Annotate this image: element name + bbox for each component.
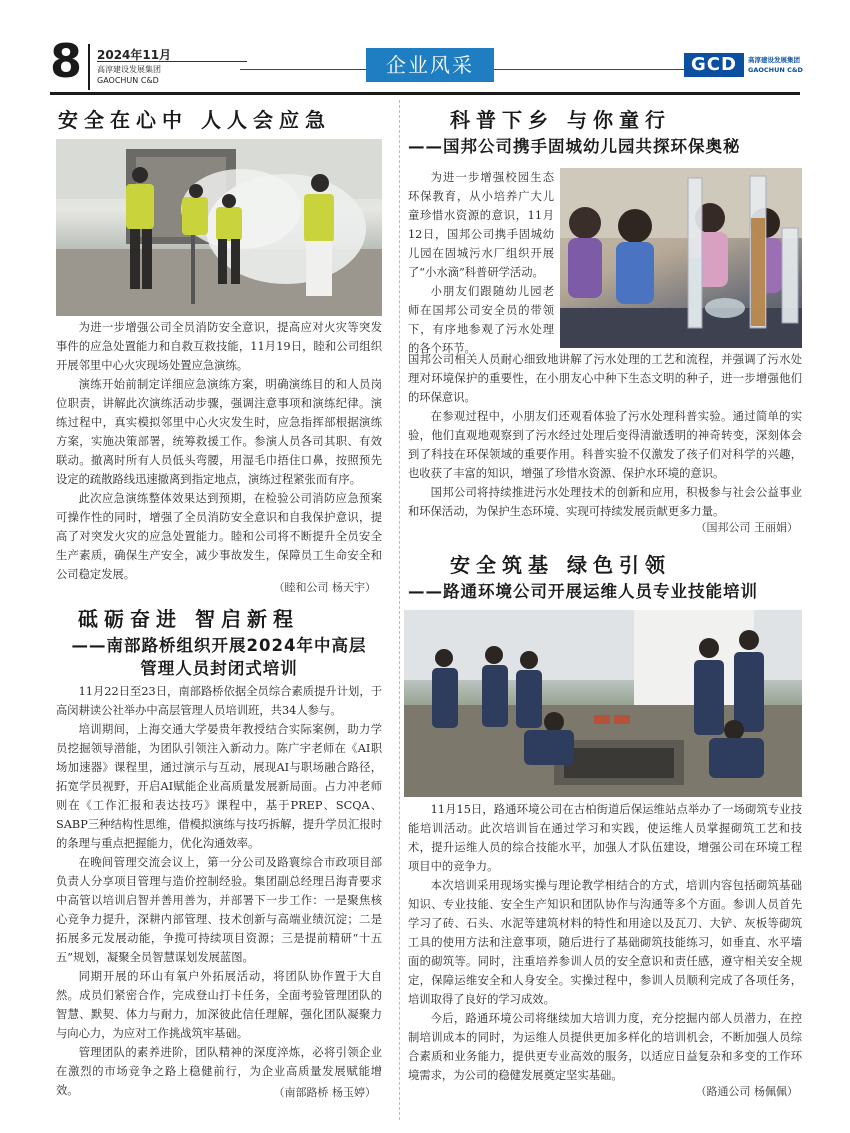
column-separator xyxy=(399,100,400,1120)
article2-author: （南部路桥 杨玉婷） xyxy=(273,1086,376,1099)
header-rule-left xyxy=(240,69,375,70)
article2-subtitle-line2: 管理人员封闭式培训 xyxy=(140,659,298,678)
article1-paragraph: 此次应急演练整体效果达到预期，在检验公司消防应急预案可操作性的同时，增强了全员消防安全意识和自我保护意识，提高了对突发火灾的应急处置能力。睦和公司将不断提升全员安全生产素质，确保生产安全，减少事故发生，保障员工生命安全和公司稳定发展。 xyxy=(56,492,382,581)
kids-experiment-illustration xyxy=(560,168,802,348)
article4-paragraph: 本次培训采用现场实操与理论教学相结合的方式，培训内容包括砌筑基础知识、专业技能、安全生产知识和团队协作与沟通等多个方面。参训人员首先学习了砖、石头、水泥等建筑材料的特性和用途以及瓦刀、大铲、灰板等砌筑工具的使用方法和注意事项，随后进行了基础砌筑技能练习，如垂直、水平墙面的砌筑等。同时，注重培养参训人员的安全意识和责任感，遵守相关安全规定，保障运维安全和人身安全。实操过程中，参训人员顺利完成了各项任务，培训取得了良好的学习成效。 xyxy=(408,879,802,1006)
article2-paragraph: 同期开展的环山有氧户外拓展活动，将团队协作置于大自然。成员们紧密合作，完成登山打卡任务，全面考验管理团队的智慧、默契、体力与耐力，加深彼此信任理解，强化团队凝聚力与向心力，为应对工作挑战筑牢基础。 xyxy=(56,970,382,1040)
gcd-logo: GCD xyxy=(684,53,744,77)
article3-paragraph: 小朋友们跟随幼儿园老师在国邦公司安全员的带领下，有序地参观了污水处理的各个环节。 xyxy=(408,285,554,355)
logo-caption-en: GAOCHUN C&D xyxy=(748,66,803,74)
article3-author: （国邦公司 王丽娟） xyxy=(695,521,798,534)
article2-title: 砥砺奋进 智启新程 xyxy=(78,607,299,631)
publisher-label xyxy=(97,61,247,86)
article3-photo-kids-lab xyxy=(560,168,802,348)
article3-paragraph: 为进一步增强校园生态环保教育，从小培养广大儿童珍惜水资源的意识，11月12日，国邦公司携手固城幼儿园在固城污水厂组织开展了“小水滴”科普研学活动。 xyxy=(408,171,554,279)
article4-author: （路通公司 杨佩佩） xyxy=(695,1085,798,1098)
masonry-training-illustration xyxy=(404,610,802,797)
article3-subtitle: ——国邦公司携手固城幼儿园共探环保奥秘 xyxy=(408,137,741,156)
article3-paragraph: 国邦公司将持续推进污水处理技术的创新和应用，积极参与社会公益事业和环保活动，为保护生态环境、实现可持续发展贡献更多力量。 xyxy=(408,486,802,518)
article2-paragraph: 11月22日至23日，南部路桥依据全员综合素质提升计划，于高闵耕读公社举办中高层管理人员培训班，共34人参与。 xyxy=(56,685,382,717)
article2-paragraph: 管理团队的素养进阶，团队精神的深度淬炼，必将引领企业在激烈的市场竞争之路上稳健前行，为企业高质量发展赋能增效。 xyxy=(56,1046,382,1097)
section-banner: 企业风采 xyxy=(366,48,494,82)
article1-author: （睦和公司 杨天宇） xyxy=(273,581,376,594)
article2-subtitle xyxy=(56,634,382,680)
publisher-cn: 高淳建设发展集团 xyxy=(97,65,161,74)
article1-paragraph: 为进一步增强公司全员消防安全意识，提高应对火灾等突发事件的应急处置能力和自救互救技能，11月19日，睦和公司组织开展邻里中心火灾现场处置应急演练。 xyxy=(56,321,382,372)
article1-paragraph: 演练开始前制定详细应急演练方案，明确演练目的和人员岗位职责，讲解此次演练活动步骤，强调注意事项和演练纪律。演练过程中，真实模拟邻里中心火灾发生时，应急指挥部根据演练方案，实施决策部署，统筹救援工作。参演人员各司其职、有效联动。撤离时所有人员低头弯腰，用湿毛巾捂住口鼻，按照预先设定的疏散路线迅速撤离到指定地点，演练过程紧张而有序。 xyxy=(56,378,382,486)
logo-caption-cn: 高淳建设发展集团 xyxy=(748,56,800,64)
article1-photo-fire-drill xyxy=(56,139,382,316)
article3-title: 科普下乡 与你童行 xyxy=(450,108,671,132)
issue-date: 2024年11月 xyxy=(97,48,172,62)
fire-drill-illustration xyxy=(56,139,382,316)
article2-body xyxy=(56,682,382,1100)
header-divider xyxy=(88,44,90,90)
publisher-en: GAOCHUN C&D xyxy=(97,76,159,85)
article4-paragraph: 今后，路通环境公司将继续加大培训力度，充分挖掘内部人员潜力，在控制培训成本的同时，为运维人员提供更加多样化的培训机会，不断加强人员综合素质和业务能力，提供更专业高效的服务，以适应日益复杂和多变的工作环境需求，为公司的稳健发展奠定坚实基础。 xyxy=(408,1012,802,1082)
article4-title: 安全筑基 绿色引领 xyxy=(450,553,671,577)
article2-subtitle-line1: ——南部路桥组织开展2024年中高层 xyxy=(71,636,367,655)
header-bar xyxy=(50,92,800,95)
article2-paragraph: 在晚间管理交流会议上，第一分公司及路寰综合市政项目部负责人分享项目管理与造价控制经验。集团副总经理吕海青要求中高管以培训启智并善用善为，并部署下一步工作：一是聚焦核心竞争力提升，深耕内部管理、技术创新与高端业绩沉淀；二是拓展多元发展动能，争揽可持续项目资源；三是提前精研“十五五”规划，凝聚全员智慧谋划发展蓝图。 xyxy=(56,856,382,964)
article1-body xyxy=(56,318,382,584)
article3-paragraph: 在参观过程中，小朋友们还观看体验了污水处理科普实验。通过简单的实验，他们直观地观察到了污水经过处理后变得清澈透明的神奇转变，深刻体会到了科技在环保领域的重要作用。科普实验不仅激发了孩子们对科学的兴趣，也收获了丰富的知识，增强了珍惜水资源、保护水环境的意识。 xyxy=(408,410,802,480)
article4-photo-masonry-training xyxy=(404,610,802,797)
logo-caption xyxy=(748,55,803,75)
article3-body-full xyxy=(408,350,802,521)
article4-body xyxy=(408,800,802,1085)
article2-paragraph: 培训期间，上海交通大学晏贵年教授结合实际案例，助力学员挖掘领导潜能，为团队引领注入新动力。陈广宇老师在《AI职场加速器》课程里，通过演示与互动，展现AI与职场融合路径，拓宽学员视野，开启AI赋能企业高质量发展新局面。占力冲老师则在《工作汇报和表达技巧》课程中，基于PREP、SCQA、SABP三种结构性思维，借模拟演练与技巧拆解，提升学员汇报时的条理与重点把握能力，优化沟通效率。 xyxy=(56,723,382,850)
header-rule-right xyxy=(494,69,684,70)
article4-subtitle: ——路通环境公司开展运维人员专业技能培训 xyxy=(408,582,758,601)
article3-paragraph-continued: 国邦公司相关人员耐心细致地讲解了污水处理的工艺和流程，并强调了污水处理对环境保护的重要性，在小朋友心中种下生态文明的种子，进一步增强他们的环保意识。 xyxy=(408,353,802,404)
page-number: 8 xyxy=(50,34,83,88)
article1-title: 安全在心中 人人会应急 xyxy=(58,108,331,132)
article3-body-wrap xyxy=(408,168,554,358)
article4-paragraph: 11月15日，路通环境公司在古柏街道后保运维站点举办了一场砌筑专业技能培训活动。此次培训旨在通过学习和实践，使运维人员掌握砌筑工艺和技术，提升运维人员的综合技能水平，加强人才队伍建设，增强公司在环境工程项目中的竞争力。 xyxy=(408,803,802,873)
